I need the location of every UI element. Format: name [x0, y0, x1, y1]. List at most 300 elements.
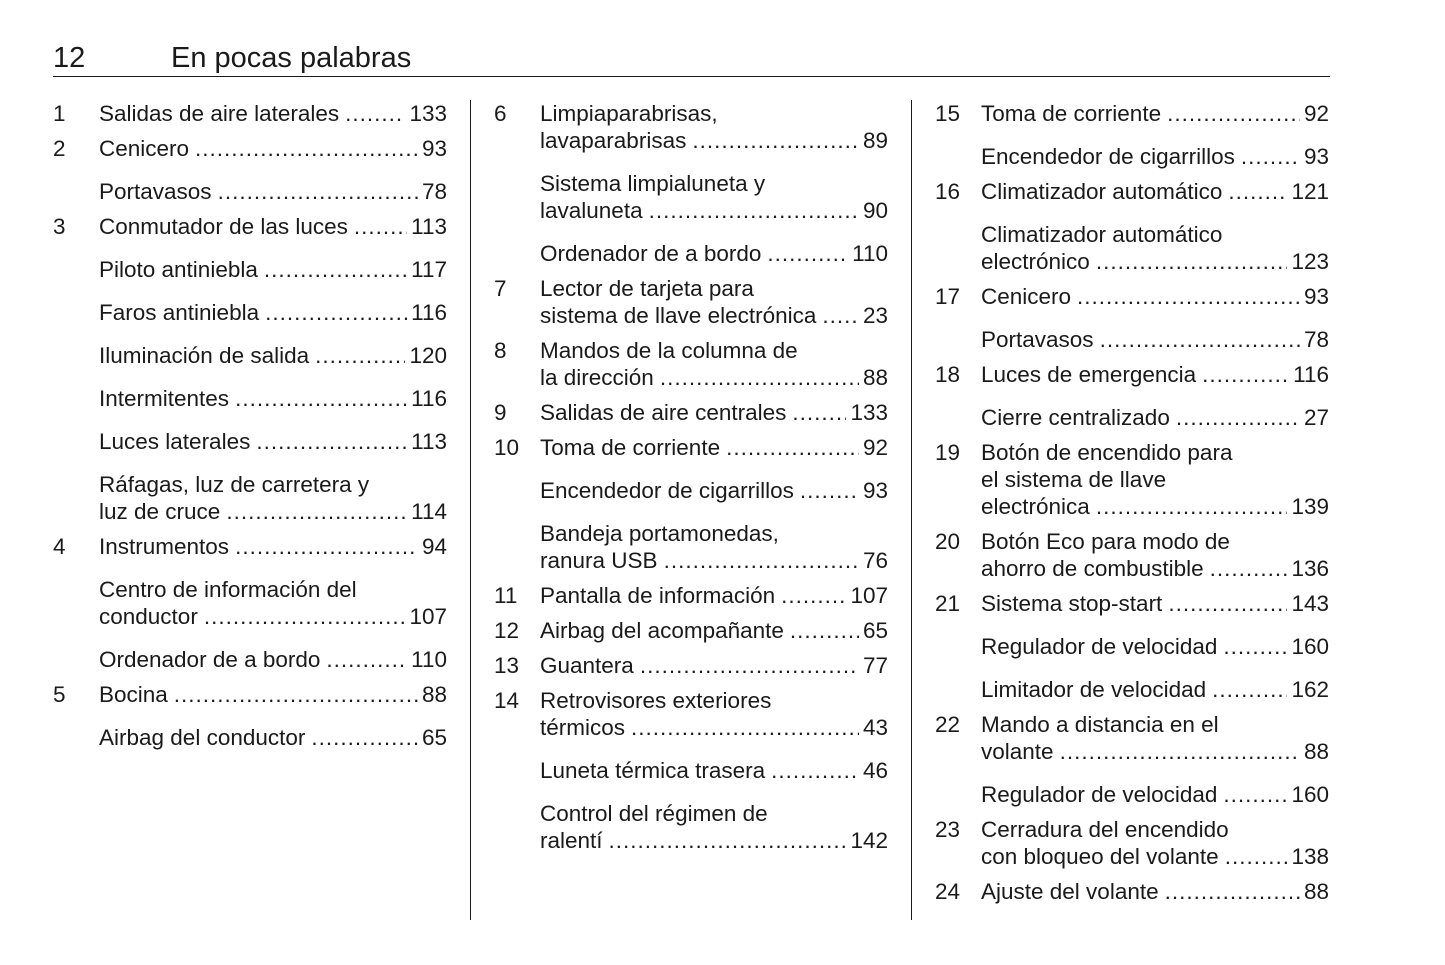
- entry-page-ref[interactable]: 43: [862, 715, 888, 740]
- index-entry: [494, 757, 888, 784]
- entry-number: 20: [935, 529, 961, 554]
- entry-text-line: Control del régimen de: [540, 801, 768, 826]
- entry-number: [935, 326, 981, 353]
- entry-body: [540, 687, 888, 741]
- entry-page-ref[interactable]: 107: [409, 604, 447, 629]
- dot-leader: [264, 256, 407, 283]
- entry-number: [53, 471, 99, 525]
- entry-page-ref[interactable]: 65: [421, 725, 447, 750]
- entry-label: Cenicero: [981, 284, 1072, 309]
- index-entry: [53, 299, 447, 326]
- entry-body: [981, 326, 1329, 353]
- entry-text-line: Limpiaparabrisas,: [540, 101, 718, 126]
- entry-body: [981, 878, 1329, 905]
- entry-body: [540, 757, 888, 784]
- entry-number: [494, 800, 540, 854]
- dot-leader: [1077, 283, 1300, 310]
- index-entry: [494, 477, 888, 504]
- index-entry: [53, 213, 447, 240]
- entry-label: Luces laterales: [99, 429, 251, 454]
- entry-text-line: Mandos de la columna de: [540, 338, 798, 363]
- entry-page-ref[interactable]: 88: [1303, 739, 1329, 764]
- entry-page-ref[interactable]: 116: [411, 300, 447, 325]
- entry-leader-line: [99, 533, 447, 560]
- index-entry: [494, 582, 888, 609]
- entry-leader-line: [981, 178, 1329, 205]
- entry-number: [53, 299, 99, 326]
- entry-label: con bloqueo del volante: [981, 844, 1219, 869]
- entry-leader-line: [99, 100, 447, 127]
- entry-text-line: Cerradura del encendido: [981, 817, 1229, 842]
- entry-label: Airbag del conductor: [99, 725, 306, 750]
- column-divider: [470, 100, 471, 920]
- index-entry: [53, 724, 447, 751]
- dot-leader: [195, 135, 418, 162]
- dot-leader: [345, 100, 405, 127]
- entry-number: [53, 576, 99, 630]
- index-entry: [53, 256, 447, 283]
- entry-leader-line: [540, 827, 888, 854]
- entry-body: [540, 275, 888, 329]
- entry-leader-line: [99, 385, 447, 412]
- index-entry: [53, 681, 447, 708]
- entry-text-line: Retrovisores exteriores: [540, 688, 772, 713]
- dot-leader: [1100, 326, 1300, 353]
- entry-body: [981, 633, 1329, 660]
- entry-page-ref[interactable]: 65: [862, 618, 888, 643]
- entry-page-ref[interactable]: 116: [411, 386, 447, 411]
- entry-label: lavaparabrisas: [540, 128, 687, 153]
- entry-page-ref[interactable]: 133: [409, 101, 447, 126]
- index-entry: [935, 676, 1329, 703]
- entry-page-ref[interactable]: 23: [862, 303, 888, 328]
- entry-page-ref[interactable]: 88: [421, 682, 447, 707]
- entry-label: Sistema stop-start: [981, 591, 1163, 616]
- index-column-3: [935, 100, 1329, 905]
- index-entry: [935, 633, 1329, 660]
- entry-label: Cenicero: [99, 136, 190, 161]
- dot-leader: [315, 342, 405, 369]
- dot-leader: [1167, 100, 1300, 127]
- entry-page-ref[interactable]: 113: [411, 214, 447, 239]
- dot-leader: [1225, 843, 1288, 870]
- entry-leader-line: [540, 547, 888, 574]
- index-entry: [935, 100, 1329, 127]
- entry-body: [981, 528, 1329, 582]
- entry-body: [99, 646, 447, 673]
- entry-body: [540, 582, 888, 609]
- entry-page-ref[interactable]: 160: [1291, 634, 1329, 659]
- entry-leader-line: [981, 361, 1329, 388]
- entry-number: 19: [935, 440, 961, 465]
- entry-number: [53, 342, 99, 369]
- dot-leader: [822, 302, 859, 329]
- entry-number: 6: [494, 101, 507, 126]
- entry-page-ref[interactable]: 120: [409, 343, 447, 368]
- entry-number: [935, 221, 981, 275]
- entry-label: electrónico: [981, 249, 1090, 274]
- index-entry: [53, 178, 447, 205]
- entry-page-ref[interactable]: 110: [852, 241, 888, 266]
- entry-leader-line: [540, 652, 888, 679]
- dot-leader: [692, 127, 859, 154]
- entry-page-ref[interactable]: 139: [1291, 494, 1329, 519]
- index-entry: [935, 283, 1329, 310]
- entry-body: [540, 434, 888, 461]
- dot-leader: [792, 399, 846, 426]
- index-entry: [935, 590, 1329, 617]
- entry-body: [981, 178, 1329, 205]
- dot-leader: [1168, 590, 1287, 617]
- entry-page-ref[interactable]: 88: [1303, 879, 1329, 904]
- index-entry: [494, 170, 888, 224]
- index-entry: [53, 428, 447, 455]
- entry-label: Instrumentos: [99, 534, 230, 559]
- entry-body: [981, 439, 1329, 520]
- entry-label: Toma de corriente: [981, 101, 1162, 126]
- entry-label: Ordenador de a bordo: [99, 647, 321, 672]
- entry-leader-line: [99, 603, 447, 630]
- entry-page-ref[interactable]: 77: [862, 653, 888, 678]
- entry-page-ref[interactable]: 117: [411, 257, 447, 282]
- entry-page-ref[interactable]: 92: [862, 435, 888, 460]
- index-entry: [53, 471, 447, 525]
- entry-number: [494, 240, 540, 267]
- entry-body: [540, 170, 888, 224]
- entry-label: térmicos: [540, 715, 626, 740]
- dot-leader: [1223, 781, 1287, 808]
- entry-label: Bocina: [99, 682, 168, 707]
- dot-leader: [265, 299, 407, 326]
- entry-page-ref[interactable]: 27: [1303, 405, 1329, 430]
- index-entry: [494, 800, 888, 854]
- entry-label: ahorro de combustible: [981, 556, 1204, 581]
- dot-leader: [660, 364, 859, 391]
- dot-leader: [235, 385, 407, 412]
- entry-leader-line: [981, 555, 1329, 582]
- index-column-2: [494, 100, 888, 854]
- entry-leader-line: [99, 213, 447, 240]
- entry-label: Intermitentes: [99, 386, 230, 411]
- index-entry: [494, 240, 888, 267]
- index-entry: [935, 439, 1329, 520]
- entry-page-ref[interactable]: 90: [862, 198, 888, 223]
- entry-leader-line: [981, 676, 1329, 703]
- index-entry: [494, 337, 888, 391]
- entry-body: [981, 283, 1329, 310]
- entry-label: ralentí: [540, 828, 603, 853]
- entry-page-ref[interactable]: 93: [1303, 284, 1329, 309]
- entry-number: 22: [935, 712, 961, 737]
- entry-number: [935, 404, 981, 431]
- entry-body: [540, 652, 888, 679]
- dot-leader: [664, 547, 859, 574]
- entry-number: [53, 724, 99, 751]
- entry-leader-line: [540, 240, 888, 267]
- dot-leader: [640, 652, 859, 679]
- entry-body: [981, 143, 1329, 170]
- entry-number: 12: [494, 618, 520, 643]
- entry-body: [99, 385, 447, 412]
- entry-body: [99, 576, 447, 630]
- entry-page-ref[interactable]: 92: [1303, 101, 1329, 126]
- entry-body: [99, 100, 447, 127]
- entry-label: volante: [981, 739, 1054, 764]
- index-entry: [935, 326, 1329, 353]
- entry-label: Iluminación de salida: [99, 343, 310, 368]
- index-entry: [494, 275, 888, 329]
- entry-label: Portavasos: [981, 327, 1094, 352]
- entry-number: [53, 178, 99, 205]
- entry-text-line: Ráfagas, luz de carretera y: [99, 472, 370, 497]
- dot-leader: [311, 724, 418, 751]
- index-entry: [935, 528, 1329, 582]
- entry-body: [540, 617, 888, 644]
- entry-number: 5: [53, 682, 66, 707]
- entry-body: [99, 471, 447, 525]
- entry-text-line: Botón Eco para modo de: [981, 529, 1230, 554]
- entry-page-ref[interactable]: 93: [1303, 144, 1329, 169]
- index-entry: [494, 652, 888, 679]
- entry-label: Ordenador de a bordo: [540, 241, 762, 266]
- entry-leader-line: [540, 477, 888, 504]
- entry-number: [935, 676, 981, 703]
- entry-body: [540, 399, 888, 426]
- page-header: [53, 40, 1330, 77]
- entry-leader-line: [981, 843, 1329, 870]
- entry-label: Salidas de aire centrales: [540, 400, 787, 425]
- index-entry: [935, 221, 1329, 275]
- entry-label: sistema de llave electrónica: [540, 303, 817, 328]
- entry-number: 10: [494, 435, 520, 460]
- entry-label: Ajuste del volante: [981, 879, 1159, 904]
- entry-number: [494, 520, 540, 574]
- entry-label: Cierre centralizado: [981, 405, 1170, 430]
- entry-label: Airbag del acompañante: [540, 618, 784, 643]
- entry-leader-line: [99, 724, 447, 751]
- entry-number: [935, 633, 981, 660]
- index-entry: [935, 178, 1329, 205]
- entry-number: 1: [53, 101, 66, 126]
- entry-label: Regulador de velocidad: [981, 634, 1218, 659]
- entry-number: 2: [53, 136, 66, 161]
- index-entry: [494, 100, 888, 154]
- entry-leader-line: [99, 135, 447, 162]
- entry-body: [540, 240, 888, 267]
- entry-body: [99, 256, 447, 283]
- index-entry: [53, 342, 447, 369]
- entry-label: Salidas de aire laterales: [99, 101, 340, 126]
- dot-leader: [771, 757, 859, 784]
- index-entry: [53, 533, 447, 560]
- entry-body: [99, 681, 447, 708]
- entry-page-ref[interactable]: 78: [1303, 327, 1329, 352]
- dot-leader: [1210, 555, 1288, 582]
- entry-page-ref[interactable]: 46: [862, 758, 888, 783]
- entry-page-ref[interactable]: 123: [1291, 249, 1329, 274]
- index-entry: [53, 100, 447, 127]
- entry-body: [981, 711, 1329, 765]
- entry-body: [99, 178, 447, 205]
- entry-page-ref[interactable]: 121: [1291, 179, 1329, 204]
- entry-leader-line: [99, 498, 447, 525]
- dot-leader: [1223, 633, 1287, 660]
- entry-page-ref[interactable]: 143: [1291, 591, 1329, 616]
- entry-page-ref[interactable]: 88: [862, 365, 888, 390]
- entry-label: Conmutador de las luces: [99, 214, 348, 239]
- entry-number: 11: [494, 583, 518, 608]
- entry-body: [540, 100, 888, 154]
- dot-leader: [354, 213, 407, 240]
- entry-body: [99, 533, 447, 560]
- dot-leader: [1202, 361, 1289, 388]
- entry-page-ref[interactable]: 142: [850, 828, 888, 853]
- entry-label: Luneta térmica trasera: [540, 758, 766, 783]
- entry-page-ref[interactable]: 78: [421, 179, 447, 204]
- entry-number: 13: [494, 653, 520, 678]
- entry-page-ref[interactable]: 76: [862, 548, 888, 573]
- dot-leader: [609, 827, 847, 854]
- entry-page-ref[interactable]: 94: [421, 534, 447, 559]
- entry-page-ref[interactable]: 110: [411, 647, 447, 672]
- entry-body: [99, 724, 447, 751]
- entry-leader-line: [981, 326, 1329, 353]
- dot-leader: [1096, 493, 1288, 520]
- entry-text-line: Centro de información del: [99, 577, 357, 602]
- dot-leader: [790, 617, 859, 644]
- entry-page-ref[interactable]: 107: [850, 583, 888, 608]
- dot-leader: [781, 582, 846, 609]
- entry-number: 21: [935, 591, 961, 616]
- entry-number: 7: [494, 276, 507, 301]
- index-entry: [53, 576, 447, 630]
- entry-number: [53, 646, 99, 673]
- dot-leader: [800, 477, 859, 504]
- dot-leader: [1096, 248, 1288, 275]
- entry-leader-line: [540, 617, 888, 644]
- entry-label: Limitador de velocidad: [981, 677, 1207, 702]
- entry-leader-line: [99, 646, 447, 673]
- index-entry: [935, 404, 1329, 431]
- dot-leader: [1212, 676, 1287, 703]
- entry-label: Regulador de velocidad: [981, 782, 1218, 807]
- entry-number: 24: [935, 879, 961, 904]
- entry-leader-line: [99, 428, 447, 455]
- entry-body: [99, 299, 447, 326]
- entry-page-ref[interactable]: 138: [1291, 844, 1329, 869]
- entry-leader-line: [981, 878, 1329, 905]
- entry-number: [494, 477, 540, 504]
- entry-label: Portavasos: [99, 179, 212, 204]
- entry-label: electrónica: [981, 494, 1090, 519]
- dot-leader: [235, 533, 418, 560]
- entry-number: [494, 170, 540, 224]
- entry-number: 15: [935, 101, 961, 126]
- entry-label: conductor: [99, 604, 198, 629]
- index-entry: [494, 687, 888, 741]
- index-column-1: [53, 100, 447, 751]
- dot-leader: [256, 428, 407, 455]
- entry-page-ref[interactable]: 93: [421, 136, 447, 161]
- dot-leader: [1241, 143, 1300, 170]
- entry-page-ref[interactable]: 93: [862, 478, 888, 503]
- entry-body: [540, 800, 888, 854]
- entry-number: [53, 385, 99, 412]
- entry-body: [540, 337, 888, 391]
- entry-leader-line: [540, 197, 888, 224]
- entry-leader-line: [99, 681, 447, 708]
- column-divider: [911, 100, 912, 920]
- index-entry: [494, 520, 888, 574]
- entry-number: 8: [494, 338, 507, 363]
- entry-body: [540, 520, 888, 574]
- entry-page-ref[interactable]: 89: [862, 128, 888, 153]
- entry-label: Encendedor de cigarrillos: [540, 478, 794, 503]
- index-entry: [53, 385, 447, 412]
- entry-leader-line: [981, 738, 1329, 765]
- entry-text-line: Mando a distancia en el: [981, 712, 1219, 737]
- entry-number: [494, 757, 540, 784]
- entry-number: [935, 781, 981, 808]
- dot-leader: [326, 646, 407, 673]
- entry-label: lavaluneta: [540, 198, 643, 223]
- entry-page-ref[interactable]: 136: [1291, 556, 1329, 581]
- entry-page-ref[interactable]: 133: [850, 400, 888, 425]
- entry-text-line: Botón de encendido para: [981, 440, 1233, 465]
- entry-label: luz de cruce: [99, 499, 221, 524]
- entry-text-line: Climatizador automático: [981, 222, 1223, 247]
- entry-page-ref[interactable]: 113: [411, 429, 447, 454]
- index-entry: [494, 399, 888, 426]
- entry-leader-line: [540, 364, 888, 391]
- entry-leader-line: [540, 757, 888, 784]
- entry-label: Climatizador automático: [981, 179, 1223, 204]
- index-entry: [935, 878, 1329, 905]
- entry-page-ref[interactable]: 114: [411, 499, 447, 524]
- index-entry: [935, 143, 1329, 170]
- entry-number: [935, 143, 981, 170]
- entry-leader-line: [99, 299, 447, 326]
- index-entry: [935, 816, 1329, 870]
- entry-page-ref[interactable]: 160: [1291, 782, 1329, 807]
- dot-leader: [1176, 404, 1300, 431]
- entry-number: [53, 256, 99, 283]
- entry-text-line: el sistema de llave: [981, 467, 1167, 492]
- entry-leader-line: [540, 399, 888, 426]
- entry-body: [981, 100, 1329, 127]
- entry-body: [981, 361, 1329, 388]
- page-title: En pocas palabras: [171, 42, 412, 74]
- index-entry: [494, 434, 888, 461]
- dot-leader: [1060, 738, 1300, 765]
- dot-leader: [226, 498, 407, 525]
- entry-number: 4: [53, 534, 66, 559]
- entry-body: [981, 816, 1329, 870]
- entry-label: Piloto antiniebla: [99, 257, 258, 282]
- entry-page-ref[interactable]: 162: [1291, 677, 1329, 702]
- page-number: 12: [53, 42, 86, 74]
- entry-page-ref[interactable]: 116: [1293, 362, 1329, 387]
- entry-body: [99, 428, 447, 455]
- entry-text-line: Sistema limpialuneta y: [540, 171, 766, 196]
- entry-leader-line: [540, 302, 888, 329]
- entry-leader-line: [540, 434, 888, 461]
- entry-number: 9: [494, 400, 507, 425]
- entry-leader-line: [981, 404, 1329, 431]
- entry-body: [99, 135, 447, 162]
- entry-number: 17: [935, 284, 961, 309]
- index-entry: [935, 711, 1329, 765]
